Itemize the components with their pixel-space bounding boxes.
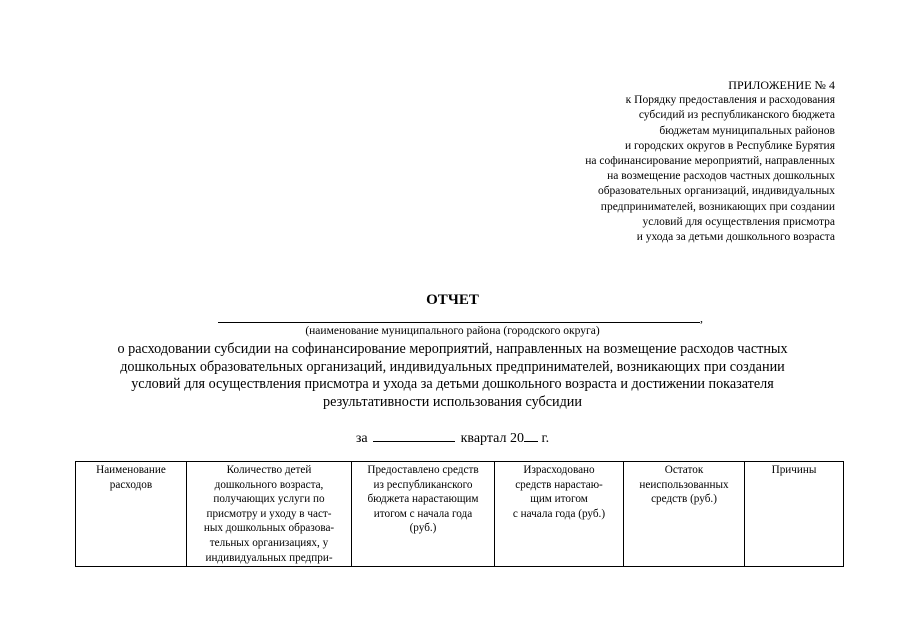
header-funds-spent: Израсходовано средств нарастаю- щим итогом с начала года (руб.) bbox=[495, 462, 624, 567]
municipality-name-caption: (наименование муниципального района (городского округа) bbox=[305, 325, 600, 337]
year-blank bbox=[524, 429, 538, 442]
header-reasons: Причины bbox=[745, 462, 844, 567]
header-funds-remaining: Остаток неиспользованных средств (руб.) bbox=[624, 462, 745, 567]
header-children-count: Количество детей дошкольного возраста, получающих услуги по присмотру и уходу в част- ных дошкольных образова- тельных организациях, у индивидуальных предпри- bbox=[187, 462, 352, 567]
subject-line: условий для осуществления присмотра и ухода за детьми дошкольного возраста и достижении показателя bbox=[131, 376, 774, 392]
period-middle: квартал 20 bbox=[460, 431, 524, 446]
appendix-line: предпринимателей, возникающих при создании bbox=[600, 200, 835, 213]
appendix-line: и городских округов в Республике Бурятия bbox=[625, 139, 835, 152]
appendix-line: условий для осуществления присмотра bbox=[642, 215, 835, 228]
appendix-block bbox=[585, 78, 835, 245]
report-period bbox=[0, 429, 905, 447]
header-funds-provided: Предоставлено средств из республиканского бюджета нарастающим итогом с начала года (руб.) bbox=[352, 462, 495, 567]
appendix-line: на софинансирование мероприятий, направленных bbox=[585, 155, 835, 168]
header-expense-name: Наименование расходов bbox=[76, 462, 187, 567]
appendix-line: образовательных организаций, индивидуальных bbox=[597, 185, 835, 198]
table-header-row bbox=[76, 462, 844, 567]
municipality-name-comma: , bbox=[700, 311, 703, 325]
municipality-name-line bbox=[218, 322, 700, 323]
appendix-line: бюджетам муниципальных районов bbox=[659, 124, 835, 137]
report-subject bbox=[60, 341, 845, 411]
quarter-blank bbox=[373, 429, 455, 442]
appendix-title: ПРИЛОЖЕНИЕ № 4 bbox=[728, 78, 835, 92]
appendix-line: на возмещение расходов частных дошкольных bbox=[607, 170, 835, 183]
appendix-line: субсидий из республиканского бюджета bbox=[638, 109, 835, 122]
report-title: ОТЧЕТ bbox=[426, 292, 479, 308]
subject-line: результативности использования субсидии bbox=[323, 393, 582, 410]
appendix-line: и ухода за детьми дошкольного возраста bbox=[636, 231, 835, 244]
period-suffix: г. bbox=[541, 431, 550, 446]
appendix-line: к Порядку предоставления и расходования bbox=[625, 94, 835, 107]
subject-line: о расходовании субсидии на софинансирование мероприятий, направленных на возмещение расходов частных bbox=[117, 341, 788, 357]
period-prefix: за bbox=[355, 431, 368, 446]
subject-line: дошкольных образовательных организаций, индивидуальных предпринимателей, возникающих при создании bbox=[120, 358, 785, 375]
report-table bbox=[75, 461, 844, 567]
